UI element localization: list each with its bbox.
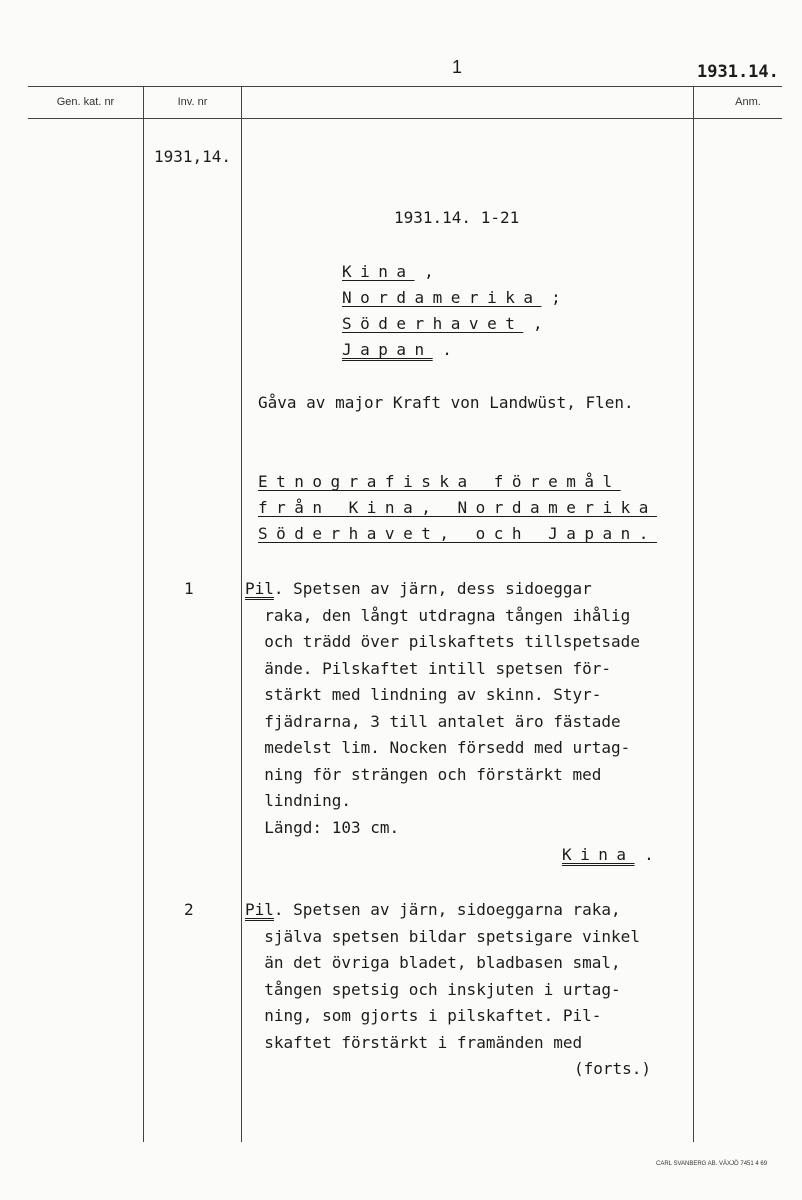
item-number: 1 <box>184 579 194 598</box>
printer-imprint: CARL SVANBERG AB. VÄXJÖ 7451 4 69 <box>656 1161 768 1167</box>
section-heading-line-2: från Kina, Nordamerika <box>258 498 657 517</box>
section-heading-line-3: Söderhavet, och Japan. <box>258 524 657 543</box>
item-line: fjädrarna, 3 till antalet äro fästade <box>245 711 621 731</box>
inventory-number: 1931,14. <box>154 147 232 166</box>
item-line: stärkt med lindning av skinn. Styr- <box>245 685 602 704</box>
item-number: 2 <box>184 900 194 919</box>
column-divider-1 <box>143 86 144 1142</box>
item-line: tången spetsig och inskjuten i urtag- <box>245 979 621 999</box>
item-line: Pil. Spetsen av järn, sidoeggarna raka, <box>245 900 621 919</box>
column-header-gen-kat: Gen. kat. nr <box>56 96 115 108</box>
item-line: raka, den långt utdragna tången ihålig <box>245 605 631 625</box>
item-line: ände. Pilskaftet intill spetsen för- <box>245 658 612 678</box>
item-line: Längd: 103 cm. <box>245 817 400 837</box>
item-line: ning för strängen och förstärkt med <box>245 764 602 784</box>
item-line: själva spetsen bildar spetsigare vinkel <box>245 926 640 946</box>
record-range: 1931.14. 1-21 <box>394 208 520 227</box>
item-line: skaftet förstärkt i framänden med <box>245 1032 583 1052</box>
item-line: medelst lim. Nocken försedd med urtag- <box>245 738 631 757</box>
column-divider-3 <box>693 86 694 1142</box>
header-top-rule <box>28 86 782 87</box>
item-line: än det övriga bladet, bladbasen smal, <box>245 953 621 972</box>
place-1: Kina , <box>342 262 434 281</box>
item-line: lindning. <box>245 791 351 810</box>
place-2: Nordamerika ; <box>342 288 561 307</box>
item-description <box>245 897 640 1056</box>
place-3: Söderhavet , <box>342 314 543 333</box>
item-line: och trädd över pilskaftets tillspetsade <box>245 632 640 651</box>
page-reference: 1931.14. <box>697 62 779 82</box>
column-header-inv: Inv. nr <box>177 96 208 108</box>
section-heading-line-1: Etnografiska föremål <box>258 472 621 491</box>
column-header-anm: Anm. <box>735 96 761 108</box>
item-description <box>245 576 640 841</box>
place-4: Japan . <box>342 340 452 359</box>
donor-note: Gåva av major Kraft von Landwüst, Flen. <box>258 393 634 412</box>
page-number: 1 <box>452 57 463 77</box>
column-divider-2 <box>241 86 242 1142</box>
item-line: ning, som gjorts i pilskaftet. Pil- <box>245 1006 602 1025</box>
item-line: Pil. Spetsen av järn, dess sidoeggar <box>245 579 592 598</box>
item-term: Pil <box>245 900 274 919</box>
item-origin: Kina . <box>562 845 654 864</box>
item-term: Pil <box>245 579 274 598</box>
header-bottom-rule <box>28 118 782 119</box>
continued-note: (forts.) <box>574 1059 652 1078</box>
